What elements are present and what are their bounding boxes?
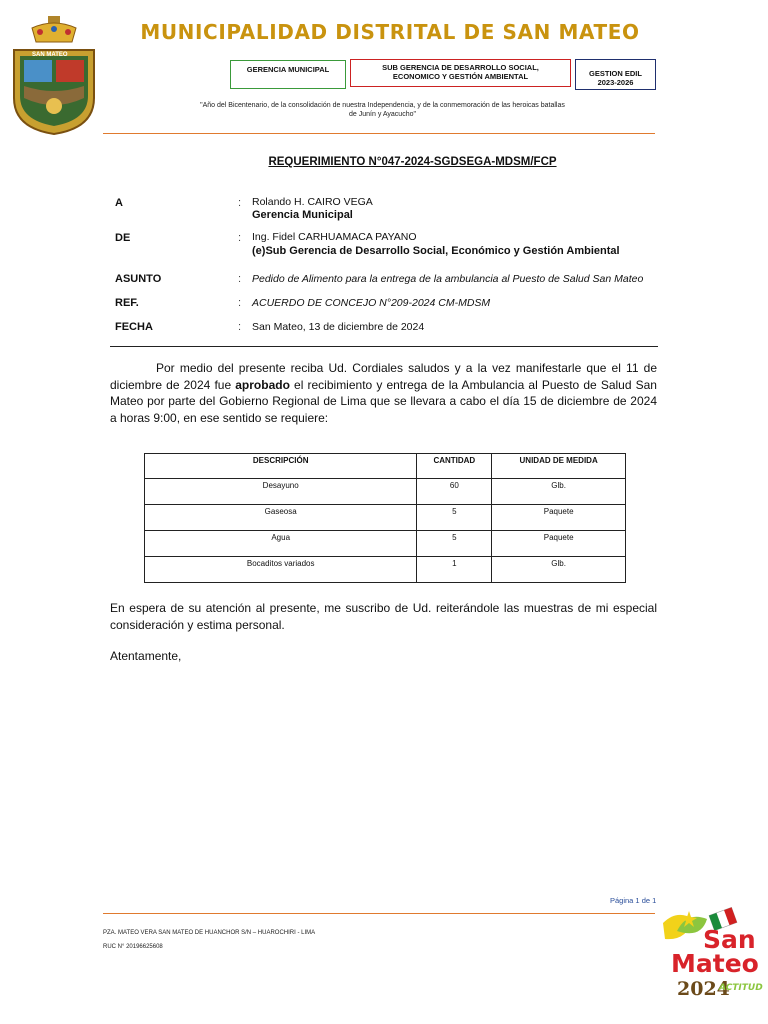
table-header-row (145, 454, 626, 479)
san-mateo-2024-logo (655, 903, 763, 1003)
crest-name: SAN MATEO (32, 52, 68, 58)
cell-cantidad: 5 (417, 505, 492, 531)
field-de-name: Ing. Fidel CARHUAMACA PAYANO (252, 231, 417, 243)
table-row (145, 479, 626, 505)
page-title: MUNICIPALIDAD DISTRITAL DE SAN MATEO (140, 20, 640, 44)
municipal-crest (10, 14, 98, 136)
fields-divider (110, 346, 658, 347)
field-de-colon: : (238, 232, 242, 244)
field-fecha-label: FECHA (115, 321, 153, 333)
cell-descripcion: Agua (145, 531, 417, 557)
body-paragraph-1 (110, 360, 657, 426)
table-row (145, 531, 626, 557)
cell-cantidad: 1 (417, 557, 492, 583)
gerencia-label: GERENCIA MUNICIPAL (246, 65, 330, 74)
cell-descripcion: Desayuno (145, 479, 417, 505)
header-divider (103, 133, 655, 134)
closing-text: Atentamente, (110, 649, 182, 663)
motto-line-2: de Junín y Ayacucho" (349, 111, 416, 118)
cell-cantidad: 60 (417, 479, 492, 505)
cell-cantidad: 5 (417, 531, 492, 557)
field-fecha-value: San Mateo, 13 de diciembre de 2024 (252, 321, 425, 333)
cell-unidad: Paquete (492, 531, 626, 557)
cell-descripcion: Bocaditos variados (145, 557, 417, 583)
cell-unidad: Glb. (492, 557, 626, 583)
field-ref-colon: : (238, 297, 242, 309)
field-asunto-value: Pedido de Alimento para la entrega de la ambulancia al Puesto de Salud San Mateo (252, 273, 644, 285)
field-a-label: A (115, 197, 123, 209)
page-number: Página 1 de 1 (610, 896, 657, 905)
cell-descripcion: Gaseosa (145, 505, 417, 531)
field-de-role: (e)Sub Gerencia de Desarrollo Social, Económico y Gestión Ambiental (252, 245, 620, 257)
subgerencia-box (350, 59, 571, 87)
header-cantidad: CANTIDAD (417, 454, 492, 479)
logo-year: 2024 (677, 978, 730, 1000)
header-unidad: UNIDAD DE MEDIDA (492, 454, 626, 479)
gerencia-box (230, 60, 346, 89)
motto-line-1: "Año del Bicentenario, de la consolidación de nuestra Independencia, y de la conmemoración de las heroicas batallas (200, 102, 565, 109)
body-paragraph-2: En espera de su atención al presente, me suscribo de Ud. reiterándole las muestras de mi especial consideración y estima personal. (110, 601, 657, 632)
gestion-line1: GESTION EDIL (589, 68, 642, 78)
footer-divider (103, 913, 655, 914)
header-descripcion: DESCRIPCIÓN (145, 454, 417, 479)
field-a-role: Gerencia Municipal (252, 209, 353, 221)
table-row (145, 505, 626, 531)
subgerencia-label: SUB GERENCIA DE DESARROLLO SOCIAL, ECONOMICO Y GESTIÓN AMBIENTAL (382, 63, 539, 81)
logo-actitud: ACTITUD (719, 983, 763, 993)
field-a-colon: : (238, 197, 242, 209)
field-ref-value: ACUERDO DE CONCEJO N°209-2024 CM-MDSM (252, 297, 491, 309)
field-a-name: Rolando H. CAIRO VEGA (252, 196, 373, 208)
cell-unidad: Paquete (492, 505, 626, 531)
year-motto (170, 101, 595, 119)
logo-mateo: Mateo (671, 949, 759, 978)
field-ref-label: REF. (115, 297, 139, 309)
footer-ruc: RUC N° 20196625608 (103, 944, 163, 950)
body-p1-end: el recibimiento y entrega de la Ambulancia al Puesto de Salud San Mateo por parte del Gobierno Regional de Lima que se llevara a cabo el día 15 de diciembre de 2024 a horas 9:00, en ese sentido se requiere: (110, 377, 657, 425)
items-table (144, 453, 626, 583)
table-row (145, 557, 626, 583)
gestion-line2: 2023-2026 (597, 77, 634, 87)
body-p1-start: Por medio del presente reciba Ud. Cordiales saludos y a la vez manifestarle que el 11 de diciembre de 2024 fue (110, 361, 657, 392)
gestion-box (575, 59, 656, 90)
field-asunto-colon: : (238, 273, 242, 285)
field-de-label: DE (115, 232, 131, 244)
cell-unidad: Glb. (492, 479, 626, 505)
document-heading: REQUERIMIENTO N°047-2024-SGDSEGA-MDSM/FCP (268, 156, 557, 168)
field-fecha-colon: : (238, 321, 242, 333)
logo-san: San (703, 925, 756, 954)
footer-address: PZA. MATEO VERA SAN MATEO DE HUANCHOR S/N – HUAROCHIRI - LIMA (103, 930, 316, 936)
body-p1-bold: aprobado (235, 377, 290, 392)
field-asunto-label: ASUNTO (115, 273, 162, 285)
